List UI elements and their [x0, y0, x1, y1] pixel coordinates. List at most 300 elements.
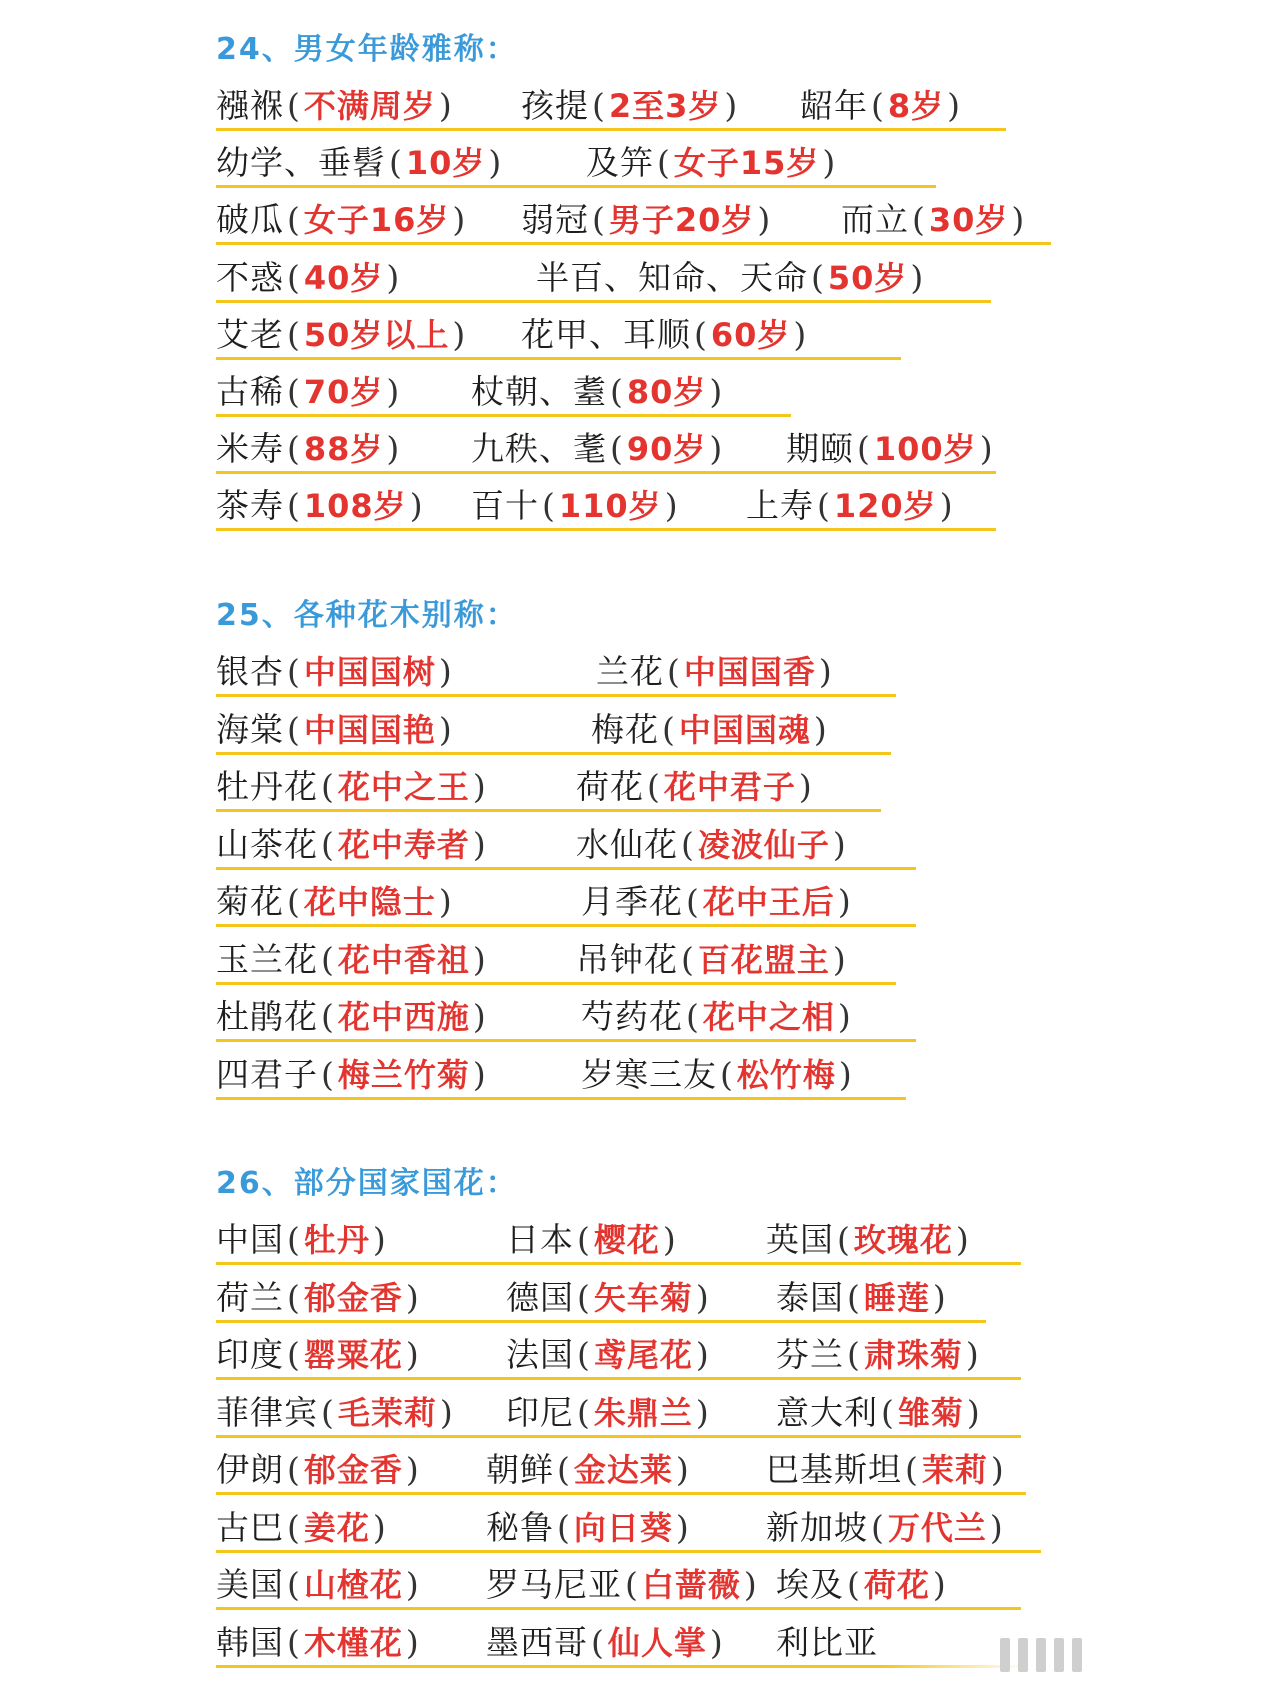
term-value: 玫瑰花 — [853, 1221, 953, 1259]
list-row — [216, 1448, 1026, 1495]
close-paren: ) — [798, 767, 813, 806]
term-value: 松竹梅 — [736, 1055, 836, 1094]
close-paren: ) — [709, 1622, 724, 1662]
list-item — [216, 1333, 423, 1377]
list-item — [216, 198, 469, 242]
list-item — [521, 84, 741, 128]
close-paren: ) — [910, 257, 925, 297]
list-item — [216, 650, 456, 694]
list-item — [576, 938, 850, 982]
term-value: 茉莉 — [921, 1451, 988, 1489]
term-value: 睡莲 — [863, 1278, 930, 1317]
close-paren: ) — [438, 86, 453, 125]
close-paren: ) — [386, 429, 401, 469]
open-paren: ( — [287, 86, 301, 125]
list-item — [216, 370, 403, 414]
term-value: 90岁 — [626, 430, 707, 469]
term-label: 兰花 — [596, 652, 664, 691]
section-heading: 26、部分国家国花： — [216, 1166, 518, 1201]
list-item — [471, 484, 682, 528]
term-label: 岁寒三友 — [581, 1054, 717, 1094]
close-paren: ) — [472, 824, 487, 864]
close-paren: ) — [472, 939, 487, 979]
open-paren: ( — [321, 997, 335, 1036]
term-value: 花中西施 — [337, 998, 470, 1036]
open-paren: ( — [287, 1565, 301, 1604]
term-label: 杖朝、耋 — [471, 372, 607, 411]
close-paren: ) — [695, 1335, 710, 1374]
open-paren: ( — [681, 939, 695, 979]
term-value: 木槿花 — [303, 1623, 403, 1662]
list-item — [800, 84, 964, 128]
term-label: 韩国 — [216, 1622, 284, 1662]
term-label: 杜鹃花 — [216, 997, 318, 1036]
list-item — [216, 256, 403, 300]
list-item — [506, 1218, 680, 1262]
list-item — [776, 1563, 950, 1607]
term-value: 10岁 — [405, 144, 486, 183]
close-paren: ) — [438, 652, 453, 691]
list-item — [776, 1621, 878, 1665]
term-value: 金达莱 — [573, 1451, 673, 1489]
list-item — [581, 880, 855, 924]
close-paren: ) — [709, 429, 724, 469]
close-paren: ) — [472, 1054, 487, 1094]
open-paren: ( — [321, 767, 335, 806]
term-value: 向日葵 — [573, 1508, 673, 1547]
open-paren: ( — [577, 1277, 591, 1317]
close-paren: ) — [664, 486, 679, 526]
close-paren: ) — [939, 486, 954, 526]
term-label: 龆年 — [800, 86, 868, 125]
term-label: 英国 — [766, 1220, 834, 1259]
list-item — [216, 1218, 390, 1262]
open-paren: ( — [667, 652, 681, 691]
term-value: 牡丹 — [303, 1221, 370, 1259]
open-paren: ( — [871, 86, 885, 125]
close-paren: ) — [405, 1565, 420, 1604]
close-paren: ) — [947, 86, 962, 125]
term-value: 女子15岁 — [673, 144, 820, 183]
term-label: 牡丹花 — [216, 767, 318, 806]
list-item — [841, 198, 1028, 242]
term-label: 而立 — [841, 200, 909, 240]
open-paren: ( — [647, 767, 661, 806]
term-value: 郁金香 — [303, 1451, 403, 1489]
list-row — [216, 880, 916, 927]
list-row — [216, 650, 896, 697]
term-label: 古稀 — [216, 372, 284, 411]
list-item — [486, 1621, 727, 1665]
close-paren: ) — [372, 1220, 387, 1259]
open-paren: ( — [592, 200, 606, 240]
list-item — [216, 765, 490, 809]
open-paren: ( — [389, 143, 403, 183]
list-row — [216, 765, 881, 812]
term-value: 凌波仙子 — [697, 825, 830, 864]
term-label: 菲律宾 — [216, 1392, 318, 1432]
term-value: 山楂花 — [303, 1566, 403, 1604]
term-label: 芍药花 — [581, 997, 683, 1036]
list-row — [216, 1563, 1021, 1610]
open-paren: ( — [720, 1054, 734, 1094]
open-paren: ( — [881, 1392, 895, 1432]
term-value: 毛茉莉 — [337, 1393, 437, 1432]
term-label: 菊花 — [216, 882, 284, 921]
term-value: 88岁 — [303, 430, 384, 469]
term-label: 埃及 — [776, 1565, 844, 1604]
term-label: 罗马尼亚 — [486, 1565, 622, 1604]
list-row — [216, 823, 916, 870]
term-value: 中国国树 — [303, 653, 436, 691]
term-label: 芬兰 — [776, 1335, 844, 1374]
open-paren: ( — [321, 1392, 335, 1432]
close-paren: ) — [452, 314, 467, 354]
list-item — [216, 995, 490, 1039]
term-value: 70岁 — [303, 373, 384, 411]
list-row — [216, 198, 1051, 245]
open-paren: ( — [686, 882, 700, 921]
term-label: 破瓜 — [216, 200, 284, 240]
term-label: 荷花 — [576, 767, 644, 806]
open-paren: ( — [287, 1622, 301, 1662]
term-value: 仙人掌 — [607, 1623, 707, 1662]
term-label: 墨西哥 — [486, 1622, 588, 1662]
close-paren: ) — [832, 939, 847, 979]
open-paren: ( — [657, 143, 671, 183]
term-label: 荷兰 — [216, 1277, 284, 1317]
open-paren: ( — [321, 939, 335, 979]
open-paren: ( — [287, 486, 301, 526]
term-label: 山茶花 — [216, 824, 318, 864]
list-item — [216, 427, 403, 471]
list-item — [471, 370, 726, 414]
term-label: 印尼 — [506, 1392, 574, 1432]
list-item — [776, 1276, 950, 1320]
term-value: 白蔷薇 — [641, 1566, 741, 1604]
close-paren: ) — [838, 1054, 853, 1094]
term-value: 花中隐士 — [303, 883, 436, 921]
open-paren: ( — [287, 314, 301, 354]
close-paren: ) — [675, 1507, 690, 1547]
list-item — [506, 1333, 713, 1377]
list-item — [576, 823, 850, 867]
open-paren: ( — [287, 257, 301, 297]
open-paren: ( — [287, 709, 301, 749]
open-paren: ( — [610, 372, 624, 411]
list-item — [216, 823, 490, 867]
list-item — [216, 484, 427, 528]
close-paren: ) — [405, 1277, 420, 1317]
list-row — [216, 84, 1006, 131]
list-item — [596, 650, 836, 694]
close-paren: ) — [990, 1450, 1005, 1489]
term-label: 花甲、耳顺 — [521, 314, 691, 354]
term-value: 40岁 — [303, 258, 384, 297]
term-value: 花中香祖 — [337, 940, 470, 979]
open-paren: ( — [662, 709, 676, 749]
term-value: 120岁 — [833, 487, 937, 526]
list-row — [216, 1506, 1041, 1553]
term-label: 巴基斯坦 — [766, 1450, 902, 1489]
close-paren: ) — [405, 1450, 420, 1489]
open-paren: ( — [557, 1450, 571, 1489]
term-label: 九秩、耄 — [471, 429, 607, 469]
term-label: 及笄 — [586, 143, 654, 183]
list-item — [506, 1391, 713, 1435]
close-paren: ) — [979, 429, 994, 469]
close-paren: ) — [662, 1220, 677, 1259]
close-paren: ) — [438, 709, 453, 749]
open-paren: ( — [811, 257, 825, 297]
open-paren: ( — [287, 882, 301, 921]
open-paren: ( — [686, 997, 700, 1036]
term-value: 中国国艳 — [303, 710, 436, 749]
close-paren: ) — [932, 1277, 947, 1317]
list-row — [216, 938, 896, 985]
list-item — [521, 313, 810, 357]
term-label: 半百、知命、天命 — [536, 257, 808, 297]
term-value: 花中之王 — [337, 768, 470, 806]
list-row — [216, 256, 991, 303]
term-label: 法国 — [506, 1335, 574, 1374]
close-paren: ) — [488, 143, 503, 183]
watermark-overlay — [880, 1626, 1220, 1706]
term-value: 50岁以上 — [303, 315, 450, 354]
list-item — [766, 1448, 1008, 1492]
term-label: 四君子 — [216, 1054, 318, 1094]
term-value: 肃珠菊 — [863, 1336, 963, 1374]
close-paren: ) — [409, 486, 424, 526]
list-item — [786, 427, 997, 471]
list-row — [216, 1053, 906, 1100]
open-paren: ( — [287, 200, 301, 240]
term-value: 108岁 — [303, 487, 407, 526]
term-value: 花中寿者 — [337, 825, 470, 864]
close-paren: ) — [757, 200, 772, 240]
term-label: 伊朗 — [216, 1450, 284, 1489]
open-paren: ( — [592, 86, 606, 125]
close-paren: ) — [832, 824, 847, 864]
close-paren: ) — [966, 1392, 981, 1432]
term-value: 中国国魂 — [678, 710, 811, 749]
open-paren: ( — [871, 1507, 885, 1547]
term-value: 鸢尾花 — [593, 1336, 693, 1374]
term-value: 朱鼎兰 — [593, 1393, 693, 1432]
open-paren: ( — [287, 1335, 301, 1374]
term-label: 孩提 — [521, 86, 589, 125]
list-item — [216, 880, 456, 924]
close-paren: ) — [743, 1565, 758, 1604]
list-item — [216, 84, 456, 128]
list-item — [216, 1448, 423, 1492]
close-paren: ) — [822, 143, 837, 183]
term-label: 古巴 — [216, 1507, 284, 1547]
list-item — [586, 141, 839, 185]
list-row — [216, 995, 916, 1042]
open-paren: ( — [542, 486, 556, 526]
list-row — [216, 427, 996, 474]
list-item — [776, 1333, 983, 1377]
open-paren: ( — [905, 1450, 919, 1489]
close-paren: ) — [709, 372, 724, 411]
list-item — [216, 313, 469, 357]
term-label: 意大利 — [776, 1392, 878, 1432]
list-item — [591, 708, 831, 752]
close-paren: ) — [989, 1507, 1004, 1547]
term-label: 日本 — [506, 1220, 574, 1259]
term-value: 雏菊 — [897, 1393, 964, 1432]
term-label: 德国 — [506, 1277, 574, 1317]
term-label: 新加坡 — [766, 1507, 868, 1547]
open-paren: ( — [577, 1335, 591, 1374]
term-value: 8岁 — [887, 87, 945, 125]
term-value: 罂粟花 — [303, 1336, 403, 1374]
list-item — [216, 1391, 457, 1435]
list-row — [216, 141, 936, 188]
open-paren: ( — [557, 1507, 571, 1547]
term-value: 樱花 — [593, 1221, 660, 1259]
close-paren: ) — [452, 200, 467, 240]
term-label: 上寿 — [746, 486, 814, 526]
open-paren: ( — [857, 429, 871, 469]
list-item — [746, 484, 957, 528]
close-paren: ) — [439, 1392, 454, 1432]
term-label: 不惑 — [216, 257, 284, 297]
list-item — [486, 1563, 761, 1607]
list-row — [216, 1333, 1021, 1380]
term-label: 期颐 — [786, 429, 854, 469]
watermark-bars-icon — [1000, 1638, 1090, 1676]
term-value: 花中之相 — [702, 998, 835, 1036]
list-item — [536, 256, 927, 300]
list-item — [521, 198, 774, 242]
close-paren: ) — [932, 1565, 947, 1604]
list-item — [216, 1276, 423, 1320]
list-item — [766, 1506, 1007, 1550]
term-value: 矢车菊 — [593, 1278, 693, 1317]
term-value: 2至3岁 — [608, 87, 722, 125]
term-label: 印度 — [216, 1335, 284, 1374]
term-value: 花中王后 — [702, 883, 835, 921]
term-value: 100岁 — [873, 430, 977, 469]
close-paren: ) — [837, 997, 852, 1036]
list-item — [216, 1621, 423, 1665]
list-item — [216, 1563, 423, 1607]
close-paren: ) — [438, 882, 453, 921]
open-paren: ( — [287, 652, 301, 691]
list-item — [506, 1276, 713, 1320]
open-paren: ( — [287, 372, 301, 411]
term-label: 玉兰花 — [216, 939, 318, 979]
section-heading: 24、男女年龄雅称： — [216, 32, 518, 67]
close-paren: ) — [405, 1335, 420, 1374]
term-label: 美国 — [216, 1565, 284, 1604]
term-value: 荷花 — [863, 1566, 930, 1604]
term-label: 月季花 — [581, 882, 683, 921]
close-paren: ) — [386, 372, 401, 411]
list-row — [216, 1218, 1021, 1265]
open-paren: ( — [610, 429, 624, 469]
open-paren: ( — [287, 1277, 301, 1317]
term-value: 不满周岁 — [303, 87, 436, 125]
open-paren: ( — [321, 824, 335, 864]
open-paren: ( — [591, 1622, 605, 1662]
list-item — [216, 708, 456, 752]
term-value: 郁金香 — [303, 1278, 403, 1317]
open-paren: ( — [577, 1220, 591, 1259]
close-paren: ) — [837, 882, 852, 921]
close-paren: ) — [965, 1335, 980, 1374]
open-paren: ( — [837, 1220, 851, 1259]
term-value: 百花盟主 — [697, 940, 830, 979]
term-value: 女子16岁 — [303, 201, 450, 240]
term-label: 弱冠 — [521, 200, 589, 240]
open-paren: ( — [287, 1507, 301, 1547]
close-paren: ) — [472, 997, 487, 1036]
term-value: 姜花 — [303, 1508, 370, 1547]
list-row — [216, 708, 891, 755]
term-label: 海棠 — [216, 709, 284, 749]
list-item — [776, 1391, 984, 1435]
term-label: 泰国 — [776, 1277, 844, 1317]
section-heading: 25、各种花木别称： — [216, 598, 518, 633]
term-label: 水仙花 — [576, 824, 678, 864]
open-paren: ( — [321, 1054, 335, 1094]
close-paren: ) — [405, 1622, 420, 1662]
list-item — [576, 765, 816, 809]
close-paren: ) — [386, 257, 401, 297]
term-value: 60岁 — [710, 315, 791, 354]
term-label: 幼学、垂髫 — [216, 143, 386, 183]
close-paren: ) — [793, 314, 808, 354]
open-paren: ( — [287, 1450, 301, 1489]
term-label: 襁褓 — [216, 86, 284, 125]
term-value: 花中君子 — [663, 768, 796, 806]
open-paren: ( — [847, 1565, 861, 1604]
term-value: 中国国香 — [683, 653, 816, 691]
close-paren: ) — [472, 767, 487, 806]
list-row — [216, 484, 996, 531]
open-paren: ( — [287, 429, 301, 469]
term-label: 茶寿 — [216, 486, 284, 526]
list-item — [486, 1506, 693, 1550]
open-paren: ( — [625, 1565, 639, 1604]
open-paren: ( — [912, 200, 926, 240]
term-label: 秘鲁 — [486, 1507, 554, 1547]
term-value: 30岁 — [928, 201, 1009, 240]
term-label: 中国 — [216, 1220, 284, 1259]
close-paren: ) — [818, 652, 833, 691]
term-label: 利比亚 — [776, 1622, 878, 1662]
close-paren: ) — [695, 1392, 710, 1432]
close-paren: ) — [695, 1277, 710, 1317]
open-paren: ( — [694, 314, 708, 354]
list-row — [216, 313, 901, 360]
term-value: 110岁 — [558, 487, 662, 526]
term-label: 百十 — [471, 486, 539, 526]
list-item — [486, 1448, 693, 1492]
term-value: 男子20岁 — [608, 201, 755, 240]
list-item — [216, 1053, 490, 1097]
open-paren: ( — [577, 1392, 591, 1432]
term-label: 朝鲜 — [486, 1450, 554, 1489]
term-label: 米寿 — [216, 429, 284, 469]
close-paren: ) — [813, 709, 828, 749]
close-paren: ) — [675, 1450, 690, 1489]
close-paren: ) — [724, 86, 739, 125]
term-label: 银杏 — [216, 652, 284, 691]
